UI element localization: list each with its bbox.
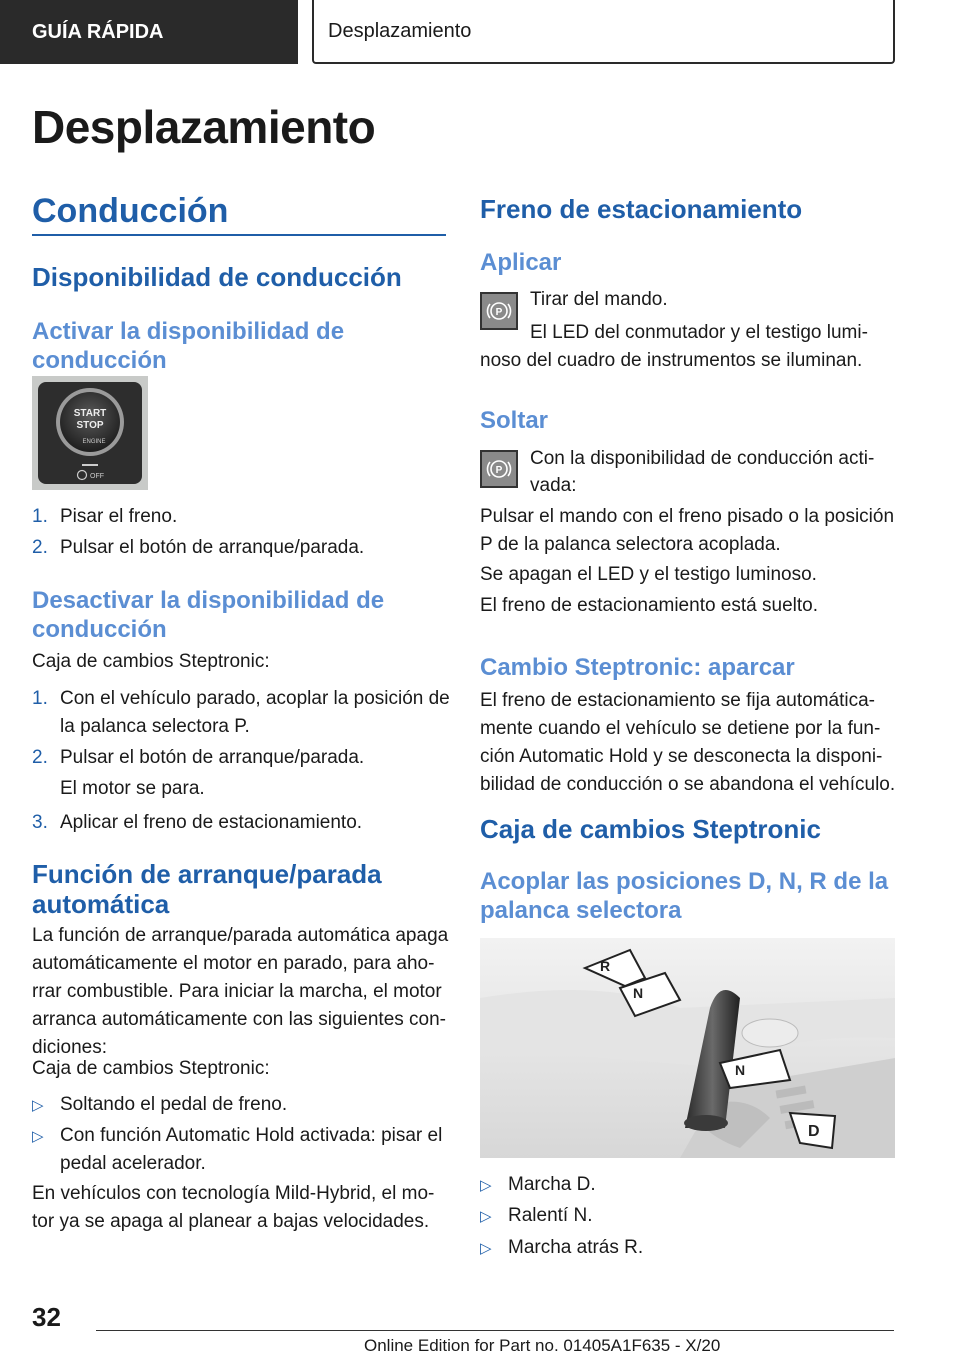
triangle-bullet-icon: ▷ [32, 1097, 44, 1114]
soltar-p3: El freno de estacionamiento está suelto. [480, 595, 818, 616]
start-stop-button-image [32, 376, 148, 490]
aplicar-tail: noso del cuadro de instrumentos se iluminan. [480, 350, 863, 371]
text-line: tor ya se apaga al planear a bajas velocidades. [32, 1211, 430, 1232]
heading-freno: Freno de estacionamiento [480, 194, 803, 224]
gear-selector-image [480, 938, 895, 1158]
text-line: Pulsar el mando con el freno pisado o la posición [480, 506, 895, 527]
step-number: 3. [32, 812, 48, 833]
step-number: 1. [32, 506, 48, 527]
list-item [480, 1171, 596, 1200]
start-stop-button-icon [32, 376, 148, 490]
heading-activar-line2: conducción [32, 347, 167, 374]
footer-divider [96, 1330, 894, 1331]
step-number: 2. [32, 537, 48, 558]
page-title: Desplazamiento [32, 101, 376, 153]
step-text-cont: la palanca selectora P. [60, 716, 250, 737]
text-line: arranca automáticamente con las siguientes con‐ [32, 1009, 447, 1030]
step-text-cont: El motor se para. [60, 778, 205, 799]
button-off-text: OFF [90, 473, 104, 480]
soltar-p2: Se apagan el LED y el testigo luminoso. [480, 564, 817, 585]
parking-brake-symbol-icon [484, 454, 514, 484]
parking-brake-icon [480, 292, 518, 330]
funcion-intro: Caja de cambios Steptronic: [32, 1058, 270, 1079]
header-bar [0, 0, 960, 64]
button-start-text: START [73, 408, 107, 419]
text-line: ción Automatic Hold y se desconecta la disponi‐ [480, 746, 883, 767]
funcion-paragraph [32, 922, 448, 1062]
gear-letter-r: R [600, 958, 611, 974]
list-item [480, 1202, 592, 1231]
text-line: mente cuando el vehículo se detiene por la fun‐ [480, 718, 881, 739]
button-stop-text: STOP [76, 420, 104, 431]
soltar-line-2: vada: [530, 475, 577, 496]
step-number: 2. [32, 747, 48, 768]
text-line: En vehículos con tecnología Mild-Hybrid, el mo‐ [32, 1183, 435, 1204]
list-item [32, 1122, 442, 1151]
bullet-text: Con función Automatic Hold activada: pisar el [60, 1125, 443, 1146]
step-text: Con el vehículo parado, acoplar la posición de [60, 688, 450, 709]
parking-brake-symbol-icon [484, 296, 514, 326]
aplicar-line-1: Tirar del mando. [530, 289, 668, 310]
bullet-text: Ralentí N. [508, 1205, 593, 1226]
icon-letter: P [495, 465, 503, 476]
soltar-line-1: Con la disponibilidad de conducción acti‐ [530, 448, 875, 469]
text-line: rrar combustible. Para iniciar la marcha, el motor [32, 981, 442, 1002]
heading-activar-line1: Activar la disponibilidad de [32, 318, 345, 345]
gear-letter-d: D [808, 1123, 820, 1140]
soltar-paragraph [480, 503, 894, 559]
funcion-final-paragraph [32, 1180, 434, 1236]
list-item [32, 1091, 287, 1120]
heading-acoplar-line1: Acoplar las posiciones D, N, R de la [480, 868, 889, 895]
text-line: El freno de estacionamiento se fija automática‐ [480, 690, 875, 711]
button-engine-text: ENGINE [82, 439, 106, 445]
heading-acoplar-line2: palanca selectora [480, 897, 682, 924]
step-text: Aplicar el freno de estacionamiento. [60, 812, 363, 833]
list-item [32, 744, 364, 772]
aplicar-line-2: El LED del conmutador y el testigo lumi‐ [530, 322, 868, 343]
list-item [32, 809, 362, 837]
step-text: Pulsar el botón de arranque/parada. [60, 537, 365, 558]
aparcar-paragraph [480, 687, 895, 799]
bullet-text-cont: pedal acelerador. [60, 1153, 206, 1174]
gear-letter-n-upper: N [633, 985, 644, 1001]
text-line: automáticamente el motor en parado, para aho‐ [32, 953, 435, 974]
heading-disponibilidad: Disponibilidad de conducción [32, 262, 402, 292]
heading-soltar: Soltar [480, 407, 549, 434]
heading-funcion [32, 859, 382, 919]
text-line: bilidad de conducción o se abandona el vehículo. [480, 774, 896, 795]
bullet-text: Soltando el pedal de freno. [60, 1094, 288, 1115]
triangle-bullet-icon: ▷ [32, 1128, 44, 1145]
gear-letter-n-lower: N [735, 1062, 746, 1078]
heading-desactivar-line1: Desactivar la disponibilidad de [32, 587, 385, 614]
bullet-text: Marcha atrás R. [508, 1237, 644, 1258]
heading-desactivar [32, 586, 384, 644]
section-divider [32, 234, 446, 236]
text-line: diciones: [32, 1037, 107, 1058]
footer-edition: Online Edition for Part no. 01405A1F635 - X/20 [364, 1336, 721, 1355]
heading-aplicar: Aplicar [480, 249, 562, 276]
step-text: Pulsar el botón de arranque/parada. [60, 747, 365, 768]
header-topic-label: Desplazamiento [328, 19, 472, 42]
desactivar-intro: Caja de cambios Steptronic: [32, 651, 270, 672]
step-number: 1. [32, 688, 48, 709]
gear-selector-illustration-icon [480, 938, 895, 1158]
bullet-text: Marcha D. [508, 1174, 596, 1195]
page-number: 32 [32, 1302, 61, 1332]
list-item [480, 1234, 643, 1263]
heading-funcion-line1: Función de arranque/parada [32, 859, 382, 889]
text-line: P de la palanca selectora acoplada. [480, 534, 781, 555]
header-section-tab[interactable] [0, 0, 298, 64]
list-item [32, 534, 364, 562]
heading-activar [32, 317, 344, 375]
header-topic-tab[interactable] [312, 0, 895, 64]
triangle-bullet-icon: ▷ [480, 1208, 492, 1225]
heading-desactivar-line2: conducción [32, 616, 167, 643]
heading-aparcar: Cambio Steptronic: aparcar [480, 654, 795, 681]
heading-acoplar [480, 867, 888, 925]
list-item [32, 503, 177, 531]
triangle-bullet-icon: ▷ [480, 1177, 492, 1194]
triangle-bullet-icon: ▷ [480, 1240, 492, 1257]
step-text: Pisar el freno. [60, 506, 178, 527]
header-section-label: GUÍA RÁPIDA [32, 20, 164, 43]
heading-caja: Caja de cambios Steptronic [480, 814, 821, 844]
icon-letter: P [495, 307, 503, 318]
heading-funcion-line2: automática [32, 889, 170, 919]
parking-brake-icon [480, 450, 518, 488]
list-item [32, 685, 450, 713]
section-title-conduccion: Conducción [32, 192, 229, 230]
text-line: La función de arranque/parada automática apaga [32, 925, 449, 946]
